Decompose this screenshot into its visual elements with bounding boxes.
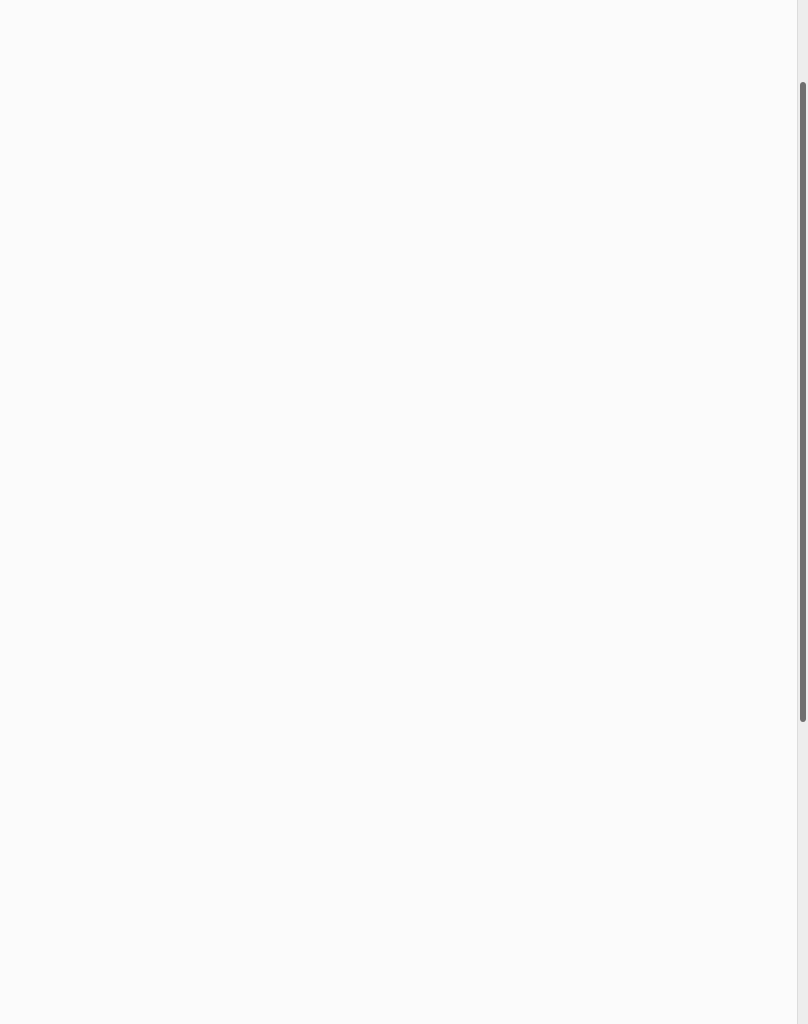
scrollbar-thumb[interactable] — [800, 82, 806, 722]
vertical-scrollbar[interactable] — [797, 0, 808, 1024]
document-body — [114, 100, 734, 112]
